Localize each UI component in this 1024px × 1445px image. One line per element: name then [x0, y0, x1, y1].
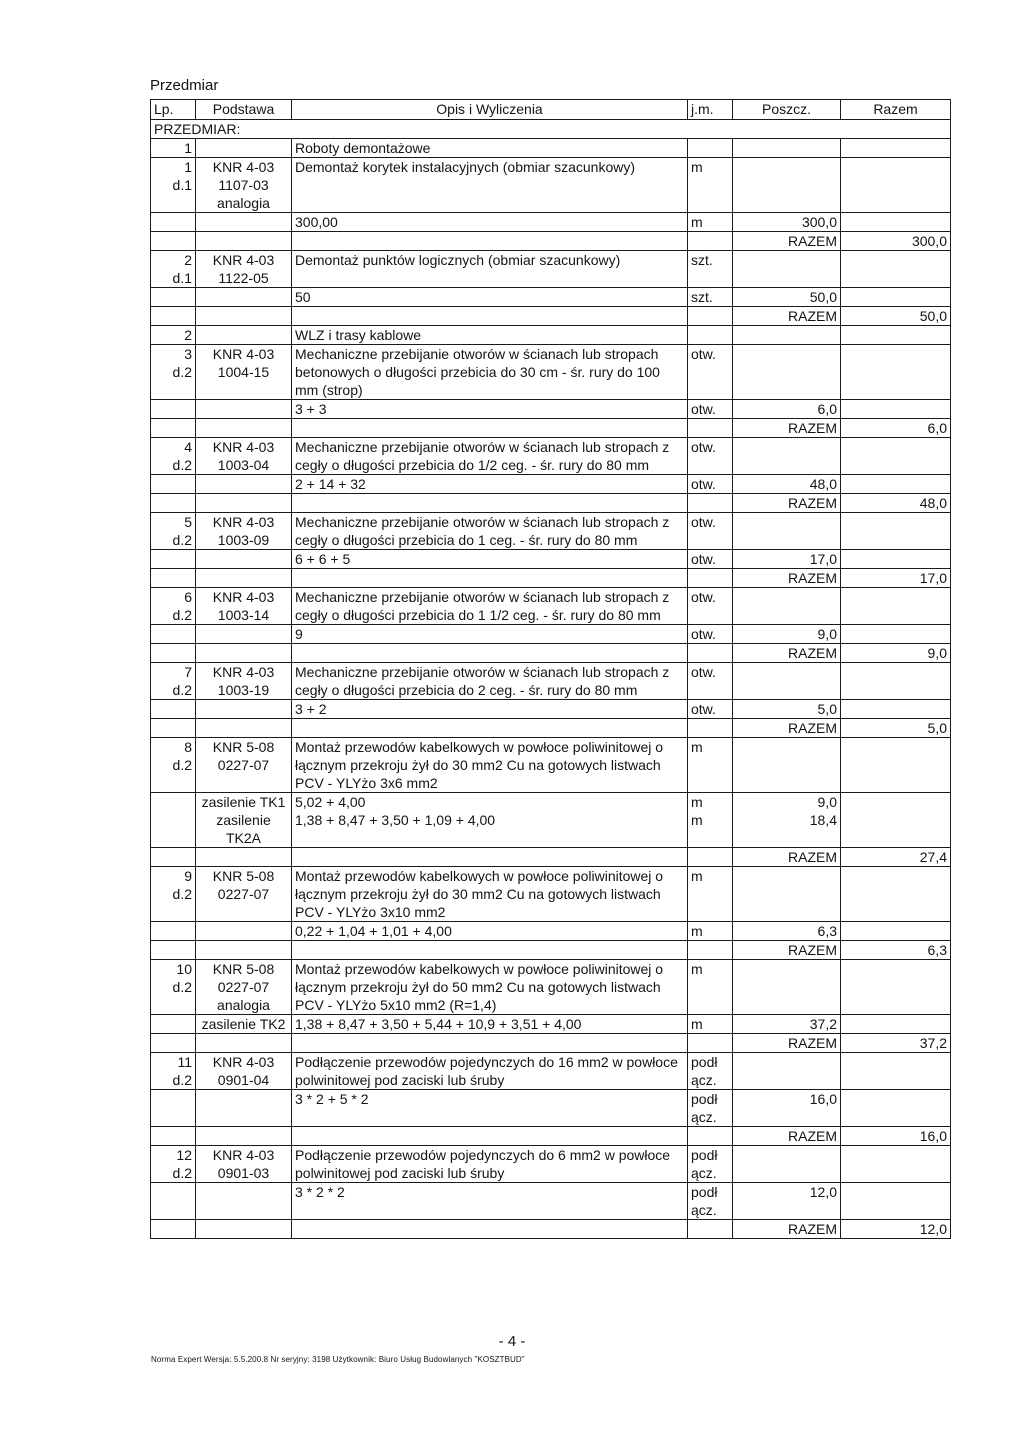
cell-lp: 10 d.2	[151, 960, 196, 1015]
cell-base: KNR 4-03 1003-14	[196, 588, 292, 625]
cell-total	[841, 400, 951, 419]
cell-description	[292, 848, 688, 867]
cell-unit: m	[688, 867, 733, 922]
cell-quantity	[733, 345, 841, 400]
cell-unit	[688, 848, 733, 867]
cell-base	[196, 922, 292, 941]
software-footer: Norma Expert Wersja: 5.5.200.8 Nr seryjny: 3198 Użytkownik: Biuro Usług Budowlanych "KOSZTBUD"	[151, 1355, 525, 1364]
cell-total	[841, 1090, 951, 1127]
header-description: Opis i Wyliczenia	[292, 100, 688, 120]
cell-total	[841, 738, 951, 793]
cell-quantity: RAZEM	[733, 1034, 841, 1053]
cell-unit	[688, 307, 733, 326]
cell-total	[841, 213, 951, 232]
cell-total	[841, 588, 951, 625]
cell-base	[196, 848, 292, 867]
cell-description	[292, 1127, 688, 1146]
table-row	[151, 663, 951, 700]
summary-row	[151, 569, 951, 588]
cell-unit	[688, 326, 733, 345]
cell-base	[196, 1183, 292, 1220]
cell-lp: 5 d.2	[151, 513, 196, 550]
cell-unit	[688, 719, 733, 738]
cell-quantity	[733, 588, 841, 625]
cell-unit	[688, 644, 733, 663]
table-row	[151, 738, 951, 793]
cell-description: 3 + 3	[292, 400, 688, 419]
table-body	[151, 139, 951, 1239]
cell-total: 9,0	[841, 644, 951, 663]
cell-quantity: RAZEM	[733, 232, 841, 251]
cell-total	[841, 1015, 951, 1034]
cell-quantity: 5,0	[733, 700, 841, 719]
cell-lp	[151, 1183, 196, 1220]
cell-total	[841, 1146, 951, 1183]
cell-lp	[151, 1127, 196, 1146]
cell-description: Mechaniczne przebijanie otworów w ścianach lub stropach z cegły o długości przebicia do 1/2 ceg. - śr. rury do 80 mm	[292, 438, 688, 475]
cell-base	[196, 1127, 292, 1146]
summary-row	[151, 1220, 951, 1239]
cell-quantity: 17,0	[733, 550, 841, 569]
table-row	[151, 867, 951, 922]
cell-description: Montaż przewodów kabelkowych w powłoce poliwinitowej o łącznym przekroju żył do 30 mm2 Cu na gotowych listwach PCV - YLYżo 3x6 mm2	[292, 738, 688, 793]
cell-quantity: 37,2	[733, 1015, 841, 1034]
table-row	[151, 251, 951, 288]
cell-quantity: 9,0 18,4	[733, 793, 841, 848]
summary-row	[151, 419, 951, 438]
cell-lp	[151, 793, 196, 848]
cell-lp	[151, 1034, 196, 1053]
cell-unit: szt.	[688, 251, 733, 288]
cell-lp	[151, 1220, 196, 1239]
section-row	[151, 326, 951, 345]
cell-unit	[688, 1034, 733, 1053]
cell-base: KNR 4-03 0901-04	[196, 1053, 292, 1090]
cell-quantity: 50,0	[733, 288, 841, 307]
cell-lp	[151, 719, 196, 738]
cell-quantity: RAZEM	[733, 1220, 841, 1239]
header-base: Podstawa	[196, 100, 292, 120]
cell-total: 16,0	[841, 1127, 951, 1146]
page-number: - 4 -	[498, 1333, 526, 1350]
cell-base	[196, 494, 292, 513]
cell-quantity	[733, 663, 841, 700]
cell-quantity	[733, 251, 841, 288]
cell-unit: otw.	[688, 663, 733, 700]
summary-row	[151, 232, 951, 251]
table-row	[151, 158, 951, 213]
cell-base	[196, 1034, 292, 1053]
table-row	[151, 400, 951, 419]
cell-description	[292, 569, 688, 588]
cell-total	[841, 793, 951, 848]
cell-quantity: 9,0	[733, 625, 841, 644]
table-row	[151, 793, 951, 848]
cell-unit: m	[688, 158, 733, 213]
cell-description: Mechaniczne przebijanie otworów w ścianach lub stropach z cegły o długości przebicia do 1 ceg. - śr. rury do 80 mm	[292, 513, 688, 550]
cell-total: 37,2	[841, 1034, 951, 1053]
cell-total	[841, 1183, 951, 1220]
cell-quantity: 12,0	[733, 1183, 841, 1220]
summary-row	[151, 307, 951, 326]
table-row	[151, 1015, 951, 1034]
cell-base	[196, 625, 292, 644]
cell-total	[841, 1053, 951, 1090]
cell-base: KNR 4-03 1003-04	[196, 438, 292, 475]
cell-total: 6,3	[841, 941, 951, 960]
cell-lp	[151, 1015, 196, 1034]
cell-quantity: RAZEM	[733, 307, 841, 326]
cell-lp	[151, 213, 196, 232]
summary-row	[151, 848, 951, 867]
cell-unit: otw.	[688, 700, 733, 719]
cell-quantity: RAZEM	[733, 419, 841, 438]
cell-base: KNR 4-03 1003-09	[196, 513, 292, 550]
cell-unit: m	[688, 213, 733, 232]
cell-quantity: RAZEM	[733, 941, 841, 960]
cell-lp	[151, 941, 196, 960]
table-row	[151, 700, 951, 719]
cell-unit: m m	[688, 793, 733, 848]
cell-lp: 7 d.2	[151, 663, 196, 700]
cell-unit: szt.	[688, 288, 733, 307]
cell-unit: m	[688, 922, 733, 941]
cell-lp: 3 d.2	[151, 345, 196, 400]
cell-quantity	[733, 513, 841, 550]
summary-row	[151, 1127, 951, 1146]
cell-description	[292, 1034, 688, 1053]
cell-total	[841, 251, 951, 288]
header-unit: j.m.	[688, 100, 733, 120]
cell-total	[841, 663, 951, 700]
cell-lp	[151, 400, 196, 419]
cell-base: KNR 4-03 0901-03	[196, 1146, 292, 1183]
cell-description	[292, 232, 688, 251]
cell-unit: otw.	[688, 550, 733, 569]
cell-total	[841, 625, 951, 644]
summary-row	[151, 644, 951, 663]
table-row	[151, 625, 951, 644]
cell-lp	[151, 848, 196, 867]
table-header-row	[151, 100, 951, 120]
cell-unit: podł ącz.	[688, 1183, 733, 1220]
cell-total: 12,0	[841, 1220, 951, 1239]
cell-lp: 12 d.2	[151, 1146, 196, 1183]
table-row	[151, 1090, 951, 1127]
cell-total	[841, 700, 951, 719]
cell-total: 300,0	[841, 232, 951, 251]
section-row	[151, 139, 951, 158]
cell-description: Montaż przewodów kabelkowych w powłoce poliwinitowej o łącznym przekroju żył do 50 mm2 Cu na gotowych listwach PCV - YLYżo 5x10 mm2 (R=1,4)	[292, 960, 688, 1015]
table-row	[151, 1053, 951, 1090]
cell-unit: otw.	[688, 345, 733, 400]
table-row	[151, 288, 951, 307]
cell-base: KNR 4-03 1122-05	[196, 251, 292, 288]
cell-unit: otw.	[688, 588, 733, 625]
cell-lp: 6 d.2	[151, 588, 196, 625]
cell-quantity: 48,0	[733, 475, 841, 494]
cell-unit: m	[688, 1015, 733, 1034]
cell-description: 3 * 2 * 2	[292, 1183, 688, 1220]
cell-quantity: 6,3	[733, 922, 841, 941]
table-row	[151, 550, 951, 569]
cell-unit	[688, 1127, 733, 1146]
cell-base	[196, 719, 292, 738]
cell-description: Montaż przewodów kabelkowych w powłoce poliwinitowej o łącznym przekroju żył do 30 mm2 Cu na gotowych listwach PCV - YLYżo 3x10 mm2	[292, 867, 688, 922]
cell-lp: 11 d.2	[151, 1053, 196, 1090]
cell-description	[292, 941, 688, 960]
cell-quantity	[733, 867, 841, 922]
section-label-row	[151, 120, 951, 139]
cell-unit: otw.	[688, 475, 733, 494]
cell-description: Mechaniczne przebijanie otworów w ścianach lub stropach z cegły o długości przebicia do 1 1/2 ceg. - śr. rury do 80 mm	[292, 588, 688, 625]
cell-quantity	[733, 139, 841, 158]
cell-quantity: 300,0	[733, 213, 841, 232]
cell-unit	[688, 419, 733, 438]
cell-base	[196, 700, 292, 719]
cell-unit	[688, 494, 733, 513]
cell-description: 0,22 + 1,04 + 1,01 + 4,00	[292, 922, 688, 941]
cell-quantity	[733, 1146, 841, 1183]
cell-base	[196, 550, 292, 569]
cell-base	[196, 213, 292, 232]
cell-description: Podłączenie przewodów pojedynczych do 16 mm2 w powłoce polwinitowej pod zaciski lub śruby	[292, 1053, 688, 1090]
cell-description: 3 + 2	[292, 700, 688, 719]
cell-total	[841, 867, 951, 922]
cell-unit	[688, 232, 733, 251]
cell-total: 50,0	[841, 307, 951, 326]
cell-base	[196, 288, 292, 307]
cell-description: 1,38 + 8,47 + 3,50 + 5,44 + 10,9 + 3,51 + 4,00	[292, 1015, 688, 1034]
cell-total	[841, 345, 951, 400]
cell-lp	[151, 307, 196, 326]
cell-quantity: RAZEM	[733, 569, 841, 588]
cell-unit: otw.	[688, 513, 733, 550]
cell-lp	[151, 1090, 196, 1127]
cell-quantity: RAZEM	[733, 719, 841, 738]
cell-unit: podł ącz.	[688, 1090, 733, 1127]
page-title: Przedmiar	[150, 77, 219, 94]
cell-quantity: RAZEM	[733, 848, 841, 867]
cell-total	[841, 158, 951, 213]
cell-unit: m	[688, 960, 733, 1015]
cell-description: WLZ i trasy kablowe	[292, 326, 688, 345]
cell-quantity	[733, 158, 841, 213]
cell-description: 6 + 6 + 5	[292, 550, 688, 569]
cell-description: 2 + 14 + 32	[292, 475, 688, 494]
table-row	[151, 922, 951, 941]
cell-base	[196, 419, 292, 438]
cell-base	[196, 644, 292, 663]
cell-base: KNR 5-08 0227-07	[196, 867, 292, 922]
table-row	[151, 213, 951, 232]
cell-lp: 2 d.1	[151, 251, 196, 288]
cell-base: KNR 4-03 1107-03 analogia	[196, 158, 292, 213]
cell-total	[841, 438, 951, 475]
cell-quantity	[733, 326, 841, 345]
cell-base	[196, 569, 292, 588]
cell-unit: otw.	[688, 625, 733, 644]
header-lp: Lp.	[151, 100, 196, 120]
cell-description	[292, 719, 688, 738]
cell-quantity: 6,0	[733, 400, 841, 419]
cell-lp: 1	[151, 139, 196, 158]
cell-quantity	[733, 1053, 841, 1090]
cell-base	[196, 1220, 292, 1239]
cell-total	[841, 288, 951, 307]
summary-row	[151, 494, 951, 513]
cell-total: 5,0	[841, 719, 951, 738]
cell-total: 17,0	[841, 569, 951, 588]
cell-lp	[151, 288, 196, 307]
cell-base: KNR 5-08 0227-07 analogia	[196, 960, 292, 1015]
cell-quantity: RAZEM	[733, 644, 841, 663]
cell-total	[841, 326, 951, 345]
cell-unit	[688, 569, 733, 588]
cell-base	[196, 400, 292, 419]
cell-total	[841, 960, 951, 1015]
cell-unit	[688, 1220, 733, 1239]
cell-description: Mechaniczne przebijanie otworów w ścianach lub stropach z cegły o długości przebicia do 2 ceg. - śr. rury do 80 mm	[292, 663, 688, 700]
cell-description: Podłączenie przewodów pojedynczych do 6 mm2 w powłoce polwinitowej pod zaciski lub śruby	[292, 1146, 688, 1183]
header-quantity: Poszcz.	[733, 100, 841, 120]
cell-lp	[151, 419, 196, 438]
header-total: Razem	[841, 100, 951, 120]
cell-description	[292, 1220, 688, 1239]
cell-total: 6,0	[841, 419, 951, 438]
table-row	[151, 438, 951, 475]
cell-total	[841, 139, 951, 158]
cell-lp: 2	[151, 326, 196, 345]
cell-description: 9	[292, 625, 688, 644]
cell-lp	[151, 550, 196, 569]
cell-lp	[151, 922, 196, 941]
cell-lp	[151, 494, 196, 513]
cell-description: Roboty demontażowe	[292, 139, 688, 158]
cell-description: Demontaż korytek instalacyjnych (obmiar szacunkowy)	[292, 158, 688, 213]
cell-description	[292, 494, 688, 513]
cell-base	[196, 232, 292, 251]
cell-base: zasilenie TK2	[196, 1015, 292, 1034]
table-row	[151, 345, 951, 400]
cell-total	[841, 475, 951, 494]
cell-total: 27,4	[841, 848, 951, 867]
summary-row	[151, 941, 951, 960]
summary-row	[151, 719, 951, 738]
cell-description: 5,02 + 4,00 1,38 + 8,47 + 3,50 + 1,09 + 4,00	[292, 793, 688, 848]
cell-total: 48,0	[841, 494, 951, 513]
summary-row	[151, 1034, 951, 1053]
cell-quantity: 16,0	[733, 1090, 841, 1127]
cell-base: KNR 4-03 1004-15	[196, 345, 292, 400]
cell-lp: 1 d.1	[151, 158, 196, 213]
cell-unit: otw.	[688, 438, 733, 475]
cell-description	[292, 644, 688, 663]
cell-total	[841, 513, 951, 550]
cell-quantity: RAZEM	[733, 1127, 841, 1146]
table-row	[151, 513, 951, 550]
cell-base: KNR 4-03 1003-19	[196, 663, 292, 700]
table-row	[151, 1146, 951, 1183]
cell-base	[196, 941, 292, 960]
cell-total	[841, 550, 951, 569]
table-row	[151, 588, 951, 625]
cell-base	[196, 1090, 292, 1127]
cell-base	[196, 326, 292, 345]
cell-base	[196, 139, 292, 158]
table-row	[151, 475, 951, 494]
cell-quantity: RAZEM	[733, 494, 841, 513]
cell-base: zasilenie TK1 zasilenie TK2A	[196, 793, 292, 848]
cell-unit: otw.	[688, 400, 733, 419]
cell-lp	[151, 232, 196, 251]
cell-unit	[688, 941, 733, 960]
cell-description: Demontaż punktów logicznych (obmiar szacunkowy)	[292, 251, 688, 288]
cell-lp	[151, 644, 196, 663]
cell-description: 3 * 2 + 5 * 2	[292, 1090, 688, 1127]
cell-base	[196, 475, 292, 494]
cell-lp	[151, 625, 196, 644]
cell-description	[292, 307, 688, 326]
cell-unit: podł ącz.	[688, 1146, 733, 1183]
cell-lp: 4 d.2	[151, 438, 196, 475]
cell-description	[292, 419, 688, 438]
cell-unit	[688, 139, 733, 158]
cell-quantity	[733, 738, 841, 793]
cell-unit: m	[688, 738, 733, 793]
table-row	[151, 960, 951, 1015]
section-label: PRZEDMIAR:	[151, 120, 951, 139]
cell-description: 300,00	[292, 213, 688, 232]
cell-total	[841, 922, 951, 941]
cell-lp: 8 d.2	[151, 738, 196, 793]
cell-lp	[151, 569, 196, 588]
cell-description: 50	[292, 288, 688, 307]
cell-unit: podł ącz.	[688, 1053, 733, 1090]
bill-of-quantities-table	[150, 99, 951, 1239]
cell-lp: 9 d.2	[151, 867, 196, 922]
cell-quantity	[733, 438, 841, 475]
cell-base	[196, 307, 292, 326]
cell-lp	[151, 475, 196, 494]
cell-lp	[151, 700, 196, 719]
cell-base: KNR 5-08 0227-07	[196, 738, 292, 793]
cell-description: Mechaniczne przebijanie otworów w ścianach lub stropach betonowych o długości przebicia do 30 cm - śr. rury do 100 mm (strop)	[292, 345, 688, 400]
table-row	[151, 1183, 951, 1220]
cell-quantity	[733, 960, 841, 1015]
